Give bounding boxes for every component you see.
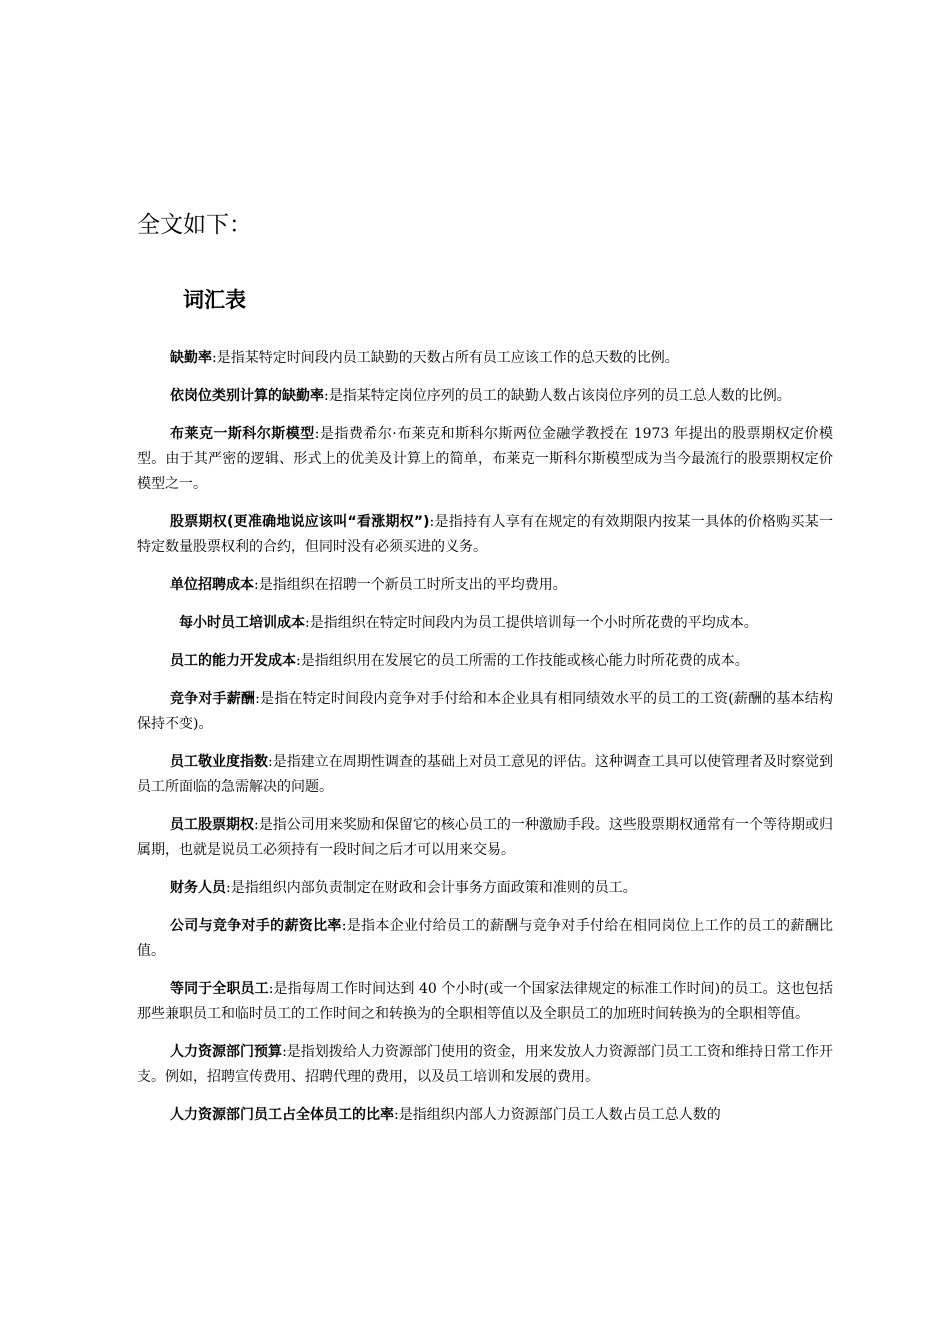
entry-term: 竞争对手薪酬	[170, 691, 256, 707]
glossary-entry	[137, 573, 833, 598]
entry-definition: :是指本企业付给员工的薪酬与竞争对手付给在相同岗位上工作的员工的薪酬比值。	[137, 918, 834, 959]
glossary-entry	[137, 977, 833, 1027]
entry-term: 员工股票期权	[170, 817, 255, 833]
entry-term: 人力资源部门预算	[170, 1044, 283, 1060]
entry-definition: :是指组织用在发展它的员工所需的工作技能或核心能力时所花费的成本。	[296, 653, 749, 669]
entry-term: 等同于全职员工	[170, 981, 269, 997]
entry-term: 每小时员工培训成本	[179, 615, 305, 631]
entry-definition: :是指划拨给人力资源部门使用的资金，用来发放人力资源部门员工工资和维持日常工作开支。例如，招聘宣传费用、招聘代理的费用，以及员工培训和发展的费用。	[137, 1044, 834, 1085]
intro-text: 全文如下：	[137, 212, 252, 238]
entry-definition: :是指组织在招聘一个新员工时所支出的平均费用。	[254, 577, 567, 593]
glossary-entry	[137, 1040, 833, 1090]
entry-term: 员工的能力开发成本	[170, 653, 296, 669]
entry-definition: :是指某特定岗位序列的员工的缺勤人数占该岗位序列的员工总人数的比例。	[324, 388, 791, 404]
entry-term: 员工敬业度指数	[170, 754, 269, 770]
glossary-entry	[137, 813, 833, 863]
glossary-entries	[137, 346, 833, 1141]
entry-term: 人力资源部门员工占全体员工的比率	[170, 1107, 394, 1123]
entry-term: 财务人员	[170, 880, 226, 896]
entry-term: 公司与竞争对手的薪资比率	[170, 918, 342, 934]
entry-term: 单位招聘成本	[170, 577, 254, 593]
glossary-entry	[137, 649, 833, 674]
entry-definition: :是指费希尔·布莱克和斯科尔斯两位金融学教授在 1973 年提出的股票期权定价模型。由于其严密的逻辑、形式上的优美及计算上的简单，布莱克一斯科尔斯模型成为当今最流行的股票期权定价模型之一。	[137, 426, 833, 492]
glossary-entry	[137, 914, 833, 964]
glossary-entry	[137, 384, 833, 409]
entry-definition: :是指组织在特定时间段内为员工提供培训每一个小时所花费的平均成本。	[305, 615, 758, 631]
entry-term: 缺勤率	[170, 350, 212, 366]
entry-term: 布莱克一斯科尔斯模型	[170, 426, 315, 442]
entry-definition: :是指公司用来奖励和保留它的核心员工的一种激励手段。这些股票期权通常有一个等待期或归属期，也就是说员工必须持有一段时间之后才可以用来交易。	[137, 817, 834, 858]
glossary-entry	[137, 687, 833, 737]
entry-definition: :是指建立在周期性调查的基础上对员工意见的评估。这种调查工具可以使管理者及时察觉到员工所面临的急需解决的问题。	[137, 754, 834, 795]
glossary-entry	[137, 750, 833, 800]
entry-term: 依岗位类别计算的缺勤率	[170, 388, 324, 404]
glossary-heading: 词汇表	[183, 288, 246, 312]
glossary-entry	[137, 346, 833, 371]
entry-definition: :是指在特定时间段内竞争对手付给和本企业具有相同绩效水平的员工的工资(薪酬的基本结构保持不变)。	[137, 691, 833, 732]
entry-definition: :是指某特定时间段内员工缺勤的天数占所有员工应该工作的总天数的比例。	[212, 350, 679, 366]
glossary-entry	[137, 1103, 833, 1128]
glossary-entry	[137, 876, 833, 901]
entry-term: 股票期权(更准确地说应该叫“看涨期权”)	[170, 514, 430, 530]
glossary-entry	[137, 422, 833, 497]
entry-definition: :是指组织内部负责制定在财政和会计事务方面政策和准则的员工。	[226, 880, 637, 896]
entry-definition: :是指组织内部人力资源部门员工人数占员工总人数的	[394, 1107, 721, 1123]
glossary-entry	[137, 611, 833, 636]
entry-definition: :是指每周工作时间达到 40 个小时(或一个国家法律规定的标准工作时间)的员工。这也包括那些兼职员工和临时员工的工作时间之和转换为的全职相等值以及全职员工的加班时间转换为的全职相等值。	[137, 981, 834, 1022]
entry-definition: :是指持有人享有在规定的有效期限内按某一具体的价格购买某一特定数量股票权利的合约，但同时没有必须买进的义务。	[137, 514, 834, 555]
glossary-entry	[137, 510, 833, 560]
